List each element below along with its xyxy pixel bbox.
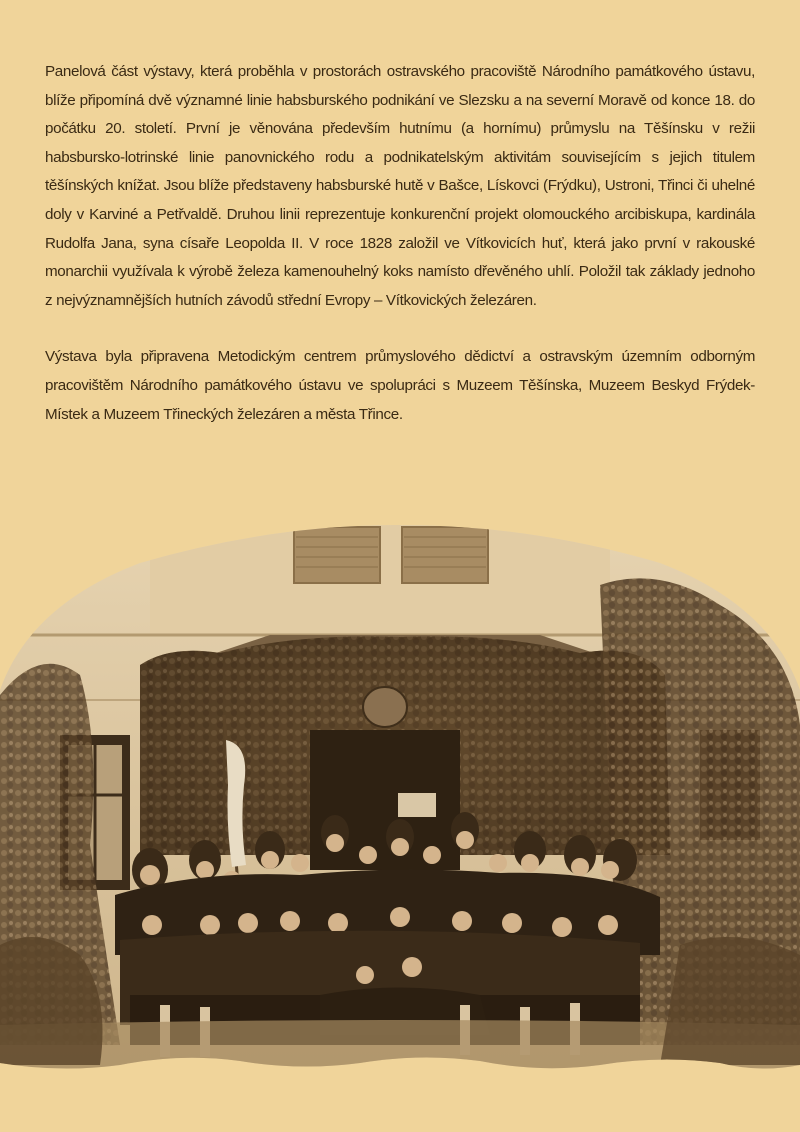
paragraph-exhibition-credits: Výstava byla připravena Metodickým centrem průmyslového dědictví a ostravským územním odborným pracovištěm Národního památkového ústavu ve spolupráci s Muzeem Těšínska, Muzeem Beskyd Frýdek-Místek a Muzeem Třineckých železáren a města Třince.	[45, 348, 755, 423]
text-block	[45, 58, 755, 429]
sepia-photograph	[0, 525, 800, 1085]
paragraph-exhibition-description: Panelová část výstavy, která proběhla v prostorách ostravského pracoviště Národního památkového ústavu, blíže připomíná dvě významné linie habsburského podnikání ve Slezsku a na severní Moravě od konce 18. do počátku 20. století. První je věnována především hutnímu (a hornímu) průmyslu na Těšínsku v režii habsbursko-lotrinské linie panovnického rodu a podnikatelským aktivitám souvisejícím s jejich titulem těšínských knížat. Jsou blíže představeny habsburské hutě v Bašce, Lískovci (Frýdku), Ustroni, Třinci či uhelné doly v Karviné a Petřvaldě. Druhou linii reprezentuje konkurenční projekt olomouckého arcibiskupa, kardinála Rudolfa Jana, syna císaře Leopolda II. V roce 1828 založil ve Vítkovicích huť, která jako první v rakouské monarchii využívala k výrobě železa kamenouhelný koks namísto dřevěného uhlí. Položil tak základy jednoho z nejvýznamnějších hutních závodů střední Evropy – Vítkovických železáren.	[45, 63, 755, 309]
historic-group-photo	[0, 525, 800, 1085]
